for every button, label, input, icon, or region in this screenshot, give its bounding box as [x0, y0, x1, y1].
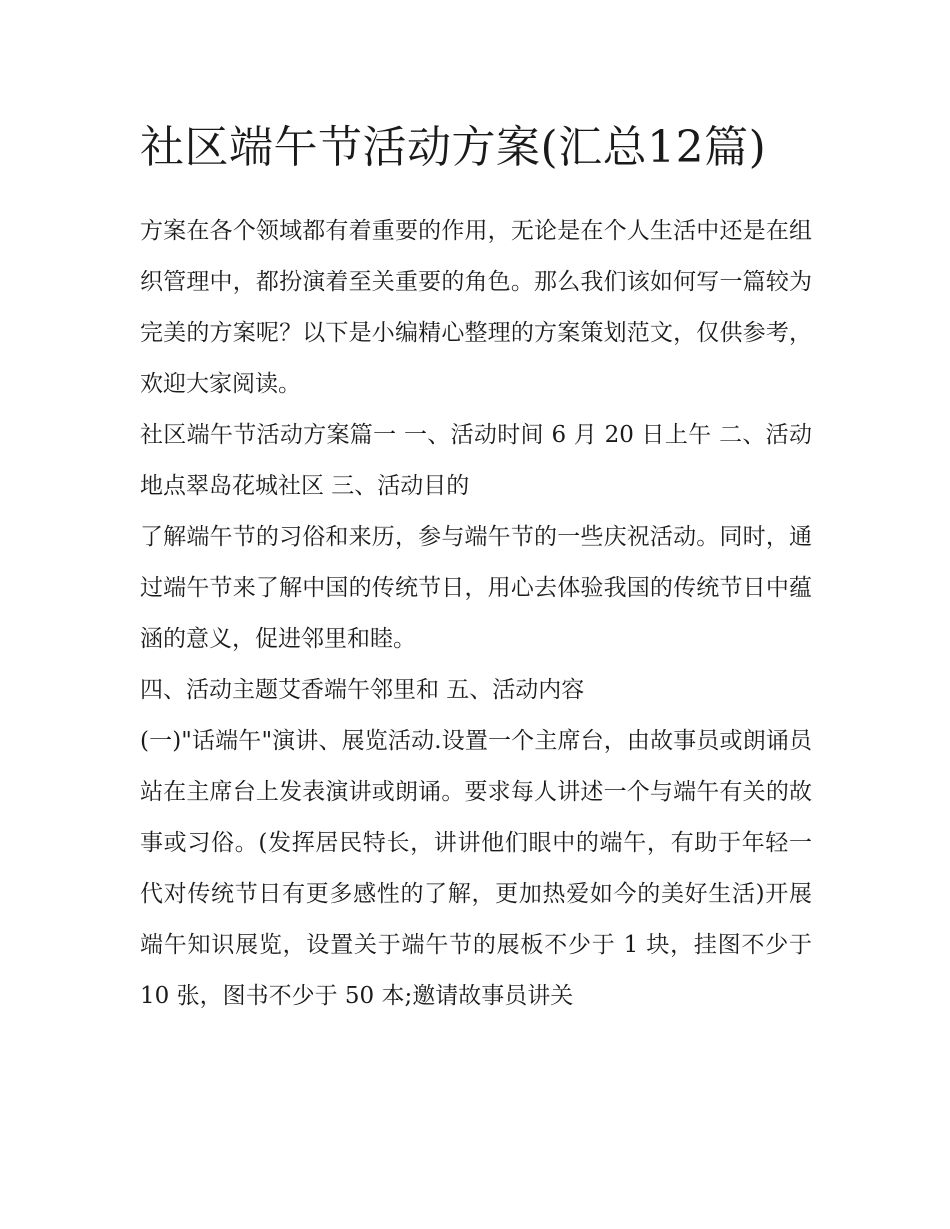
document-title: 社区端午节活动方案(汇总12篇) — [140, 122, 767, 173]
section-one-heading-paragraph: 社区端午节活动方案篇一 一、活动时间 6 月 20 日上午 二、活动地点翠岛花城社区 三、活动目的 — [140, 422, 812, 499]
theme-and-content-paragraph: 四、活动主题艾香端午邻里和 五、活动内容 — [140, 677, 585, 703]
speech-exhibition-paragraph: (一)"话端午"演讲、展览活动.设置一个主席台，由故事员或朗诵员站在主席台上发表演讲或朗诵。要求每人讲述一个与端午有关的故事或习俗。(发挥居民特长，讲讲他们眼中的端午，有助于年轻一代对传统节日有更多感性的了解，更加热爱如今的美好生活)开展端午知识展览，设置关于端午节的展板不少于 1 块，挂图不少于 10 张，图书不少于 50 本;邀请故事员讲关 — [140, 728, 812, 1009]
activity-purpose-paragraph: 了解端午节的习俗和来历，参与端午节的一些庆祝活动。同时，通过端午节来了解中国的传统节日，用心去体验我国的传统节日中蕴涵的意义，促进邻里和睦。 — [140, 524, 812, 652]
intro-paragraph: 方案在各个领域都有着重要的作用，无论是在个人生活中还是在组织管理中，都扮演着至关重要的角色。那么我们该如何写一篇较为完美的方案呢？以下是小编精心整理的方案策划范文，仅供参考，欢迎大家阅读。 — [140, 218, 812, 397]
document-body — [140, 112, 812, 1022]
